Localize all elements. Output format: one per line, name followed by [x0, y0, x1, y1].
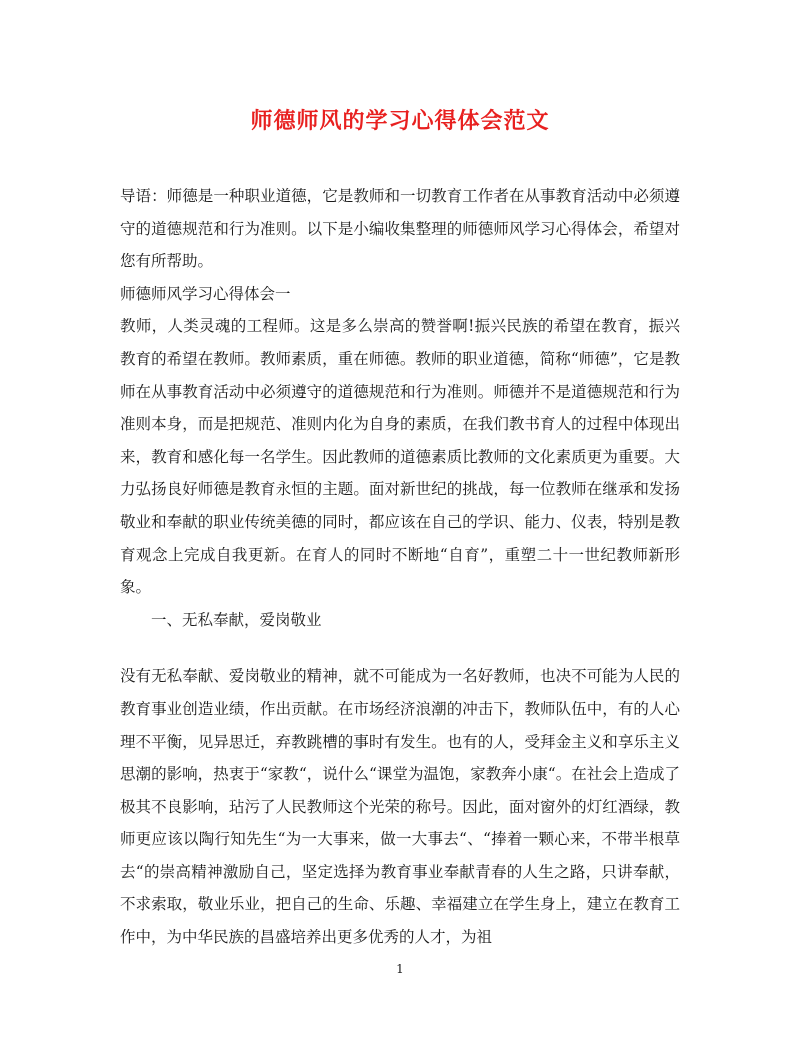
subsection-heading: 一、无私奉献，爱岗敬业 — [151, 610, 322, 629]
page-number: 1 — [396, 962, 404, 976]
body-paragraph: 教师，人类灵魂的工程师。这是多么崇高的赞誉啊!振兴民族的希望在教育，振兴教育的希望在教师。教师素质，重在师德。教师的职业道德，简称“师德”，它是教师在从事教育活动中必须遵守的道德规范和行为准则。师德并不是道德规范和行为准则本身，而是把规范、准则内化为自身的素质，在我们教书育人的过程中体现出来，教育和感化每一名学生。因此教师的道德素质比教师的文化素质更为重要。大力弘扬良好师德是教育永恒的主题。面对新世纪的挑战，每一位教师在继承和发扬敬业和奉献的职业传统美德的同时，都应该在自己的学识、能力、仪表，特别是教育观念上完成自我更新。在育人的同时不断地“自育”，重塑二十一世纪教师新形象。 — [120, 317, 680, 597]
document-title: 师德师风的学习心得体会范文 — [250, 108, 550, 134]
intro-paragraph: 导语：师德是一种职业道德，它是教师和一切教育工作者在从事教育活动中必须遵守的道德规范和行为准则。以下是小编收集整理的师德师风学习心得体会，希望对您有所帮助。 — [120, 187, 680, 271]
body-paragraph: 没有无私奉献、爱岗敬业的精神，就不可能成为一名好教师，也决不可能为人民的教育事业创造业绩，作出贡献。在市场经济浪潮的冲击下，教师队伍中，有的人心理不平衡，见异思迁，弃教跳槽的事时有发生。也有的人，受拜金主义和享乐主义思潮的影响，热衷于“家教“，说什么“课堂为温饱，家教奔小康“。在社会上造成了极其不良影响，玷污了人民教师这个光荣的称号。因此，面对窗外的灯红酒绿，教师更应该以陶行知先生“为一大事来，做一大事去“、“捧着一颗心来，不带半根草去“的崇高精神激励自己，坚定选择为教育事业奉献青春的人生之路，只讲奉献，不求索取，敬业乐业，把自己的生命、乐趣、幸福建立在学生身上，建立在教育工作中，为中华民族的昌盛培养出更多优秀的人才，为祖 — [120, 667, 680, 947]
document-body — [120, 180, 680, 954]
section-heading: 师德师风学习心得体会一 — [120, 284, 291, 303]
